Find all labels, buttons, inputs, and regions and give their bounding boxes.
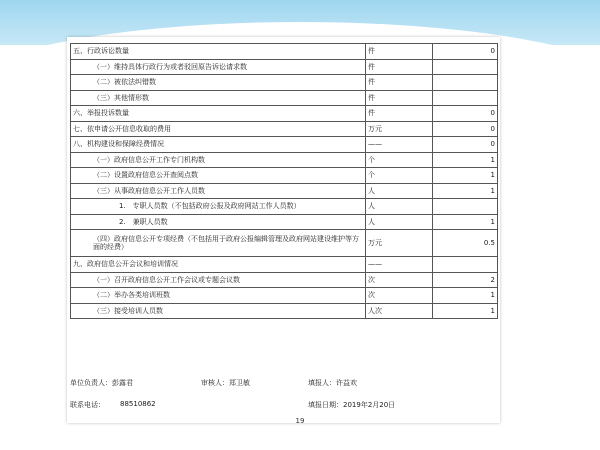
row-label: （四）政府信息公开专项经费（不包括用于政府公报编辑管理及政府网站建设维护等方面的经费）	[71, 230, 366, 257]
row-label: （三）其他情形数	[71, 90, 366, 106]
row-value: 0.5	[433, 230, 498, 257]
table-row	[71, 168, 498, 184]
row-unit: 万元	[366, 121, 433, 137]
footer-row-people	[70, 372, 497, 394]
table-row	[71, 230, 498, 257]
signature-footer	[70, 372, 497, 416]
row-value: 1	[433, 183, 498, 199]
table-row	[71, 152, 498, 168]
row-value: 1	[433, 288, 498, 304]
reviewer: 审核人：郑卫敏	[201, 379, 250, 387]
filler: 填报人：许益欢	[308, 379, 357, 387]
row-value: 1	[433, 303, 498, 319]
row-unit: 个	[366, 168, 433, 184]
row-unit: 人	[366, 199, 433, 215]
row-value: 0	[433, 44, 498, 60]
row-unit: 人	[366, 183, 433, 199]
row-label: 九、政府信息公开会议和培训情况	[71, 257, 366, 273]
row-unit: 次	[366, 288, 433, 304]
row-label: （一）召开政府信息公开工作会议或专题会议数	[71, 272, 366, 288]
row-unit: 件	[366, 106, 433, 122]
row-label: 五、行政诉讼数量	[71, 44, 366, 60]
row-unit: 人	[366, 214, 433, 230]
table-row	[71, 75, 498, 91]
row-label: （二）被依法纠错数	[71, 75, 366, 91]
table-row	[71, 183, 498, 199]
responsible-person: 单位负责人：彭露君	[70, 379, 133, 387]
table-row	[71, 303, 498, 319]
row-value	[433, 59, 498, 75]
row-label: 六、举报投诉数量	[71, 106, 366, 122]
row-value: 0	[433, 106, 498, 122]
row-label: （三）从事政府信息公开工作人员数	[71, 183, 366, 199]
footer-row-contact	[70, 394, 497, 416]
statistics-table	[70, 43, 498, 319]
row-unit: 件	[366, 44, 433, 60]
phone-label: 联系电话：	[70, 401, 105, 409]
table-row	[71, 272, 498, 288]
row-unit: 人次	[366, 303, 433, 319]
row-value	[433, 75, 498, 91]
row-value: 2	[433, 272, 498, 288]
row-unit: ——	[366, 257, 433, 273]
table-row	[71, 121, 498, 137]
row-label: （一）政府信息公开工作专门机构数	[71, 152, 366, 168]
row-unit: 件	[366, 59, 433, 75]
table-row	[71, 137, 498, 153]
row-value: 1	[433, 168, 498, 184]
row-unit: 万元	[366, 230, 433, 257]
row-label: （三）接受培训人员数	[71, 303, 366, 319]
row-unit: 件	[366, 90, 433, 106]
row-value	[433, 199, 498, 215]
row-unit: 件	[366, 75, 433, 91]
row-label: 八、机构建设和保障经费情况	[71, 137, 366, 153]
table-row	[71, 257, 498, 273]
table-row	[71, 199, 498, 215]
row-unit: 次	[366, 272, 433, 288]
table-row	[71, 90, 498, 106]
row-value: 1	[433, 152, 498, 168]
statistics-table-body	[71, 44, 498, 319]
row-label: 七、依申请公开信息收取的费用	[71, 121, 366, 137]
table-row	[71, 44, 498, 60]
row-value: 0	[433, 121, 498, 137]
row-label: 1. 专职人员数（不包括政府公报及政府网站工作人员数）	[71, 199, 366, 215]
row-label: （二）设置政府信息公开查阅点数	[71, 168, 366, 184]
phone-number: 88510862	[120, 400, 156, 408]
table-row	[71, 106, 498, 122]
table-row	[71, 214, 498, 230]
row-value: 1	[433, 214, 498, 230]
row-label: （一）维持具体行政行为或者驳回原告诉讼请求数	[71, 59, 366, 75]
row-label: （二）举办各类培训班数	[71, 288, 366, 304]
page-number: 19	[295, 417, 305, 425]
document-page	[67, 37, 500, 423]
row-value: 0	[433, 137, 498, 153]
row-label: 2. 兼职人员数	[71, 214, 366, 230]
row-value	[433, 90, 498, 106]
table-row	[71, 288, 498, 304]
table-row	[71, 59, 498, 75]
fill-date: 填报日期：2019年2月20日	[308, 401, 396, 409]
row-unit: ——	[366, 137, 433, 153]
row-value	[433, 257, 498, 273]
row-unit: 个	[366, 152, 433, 168]
